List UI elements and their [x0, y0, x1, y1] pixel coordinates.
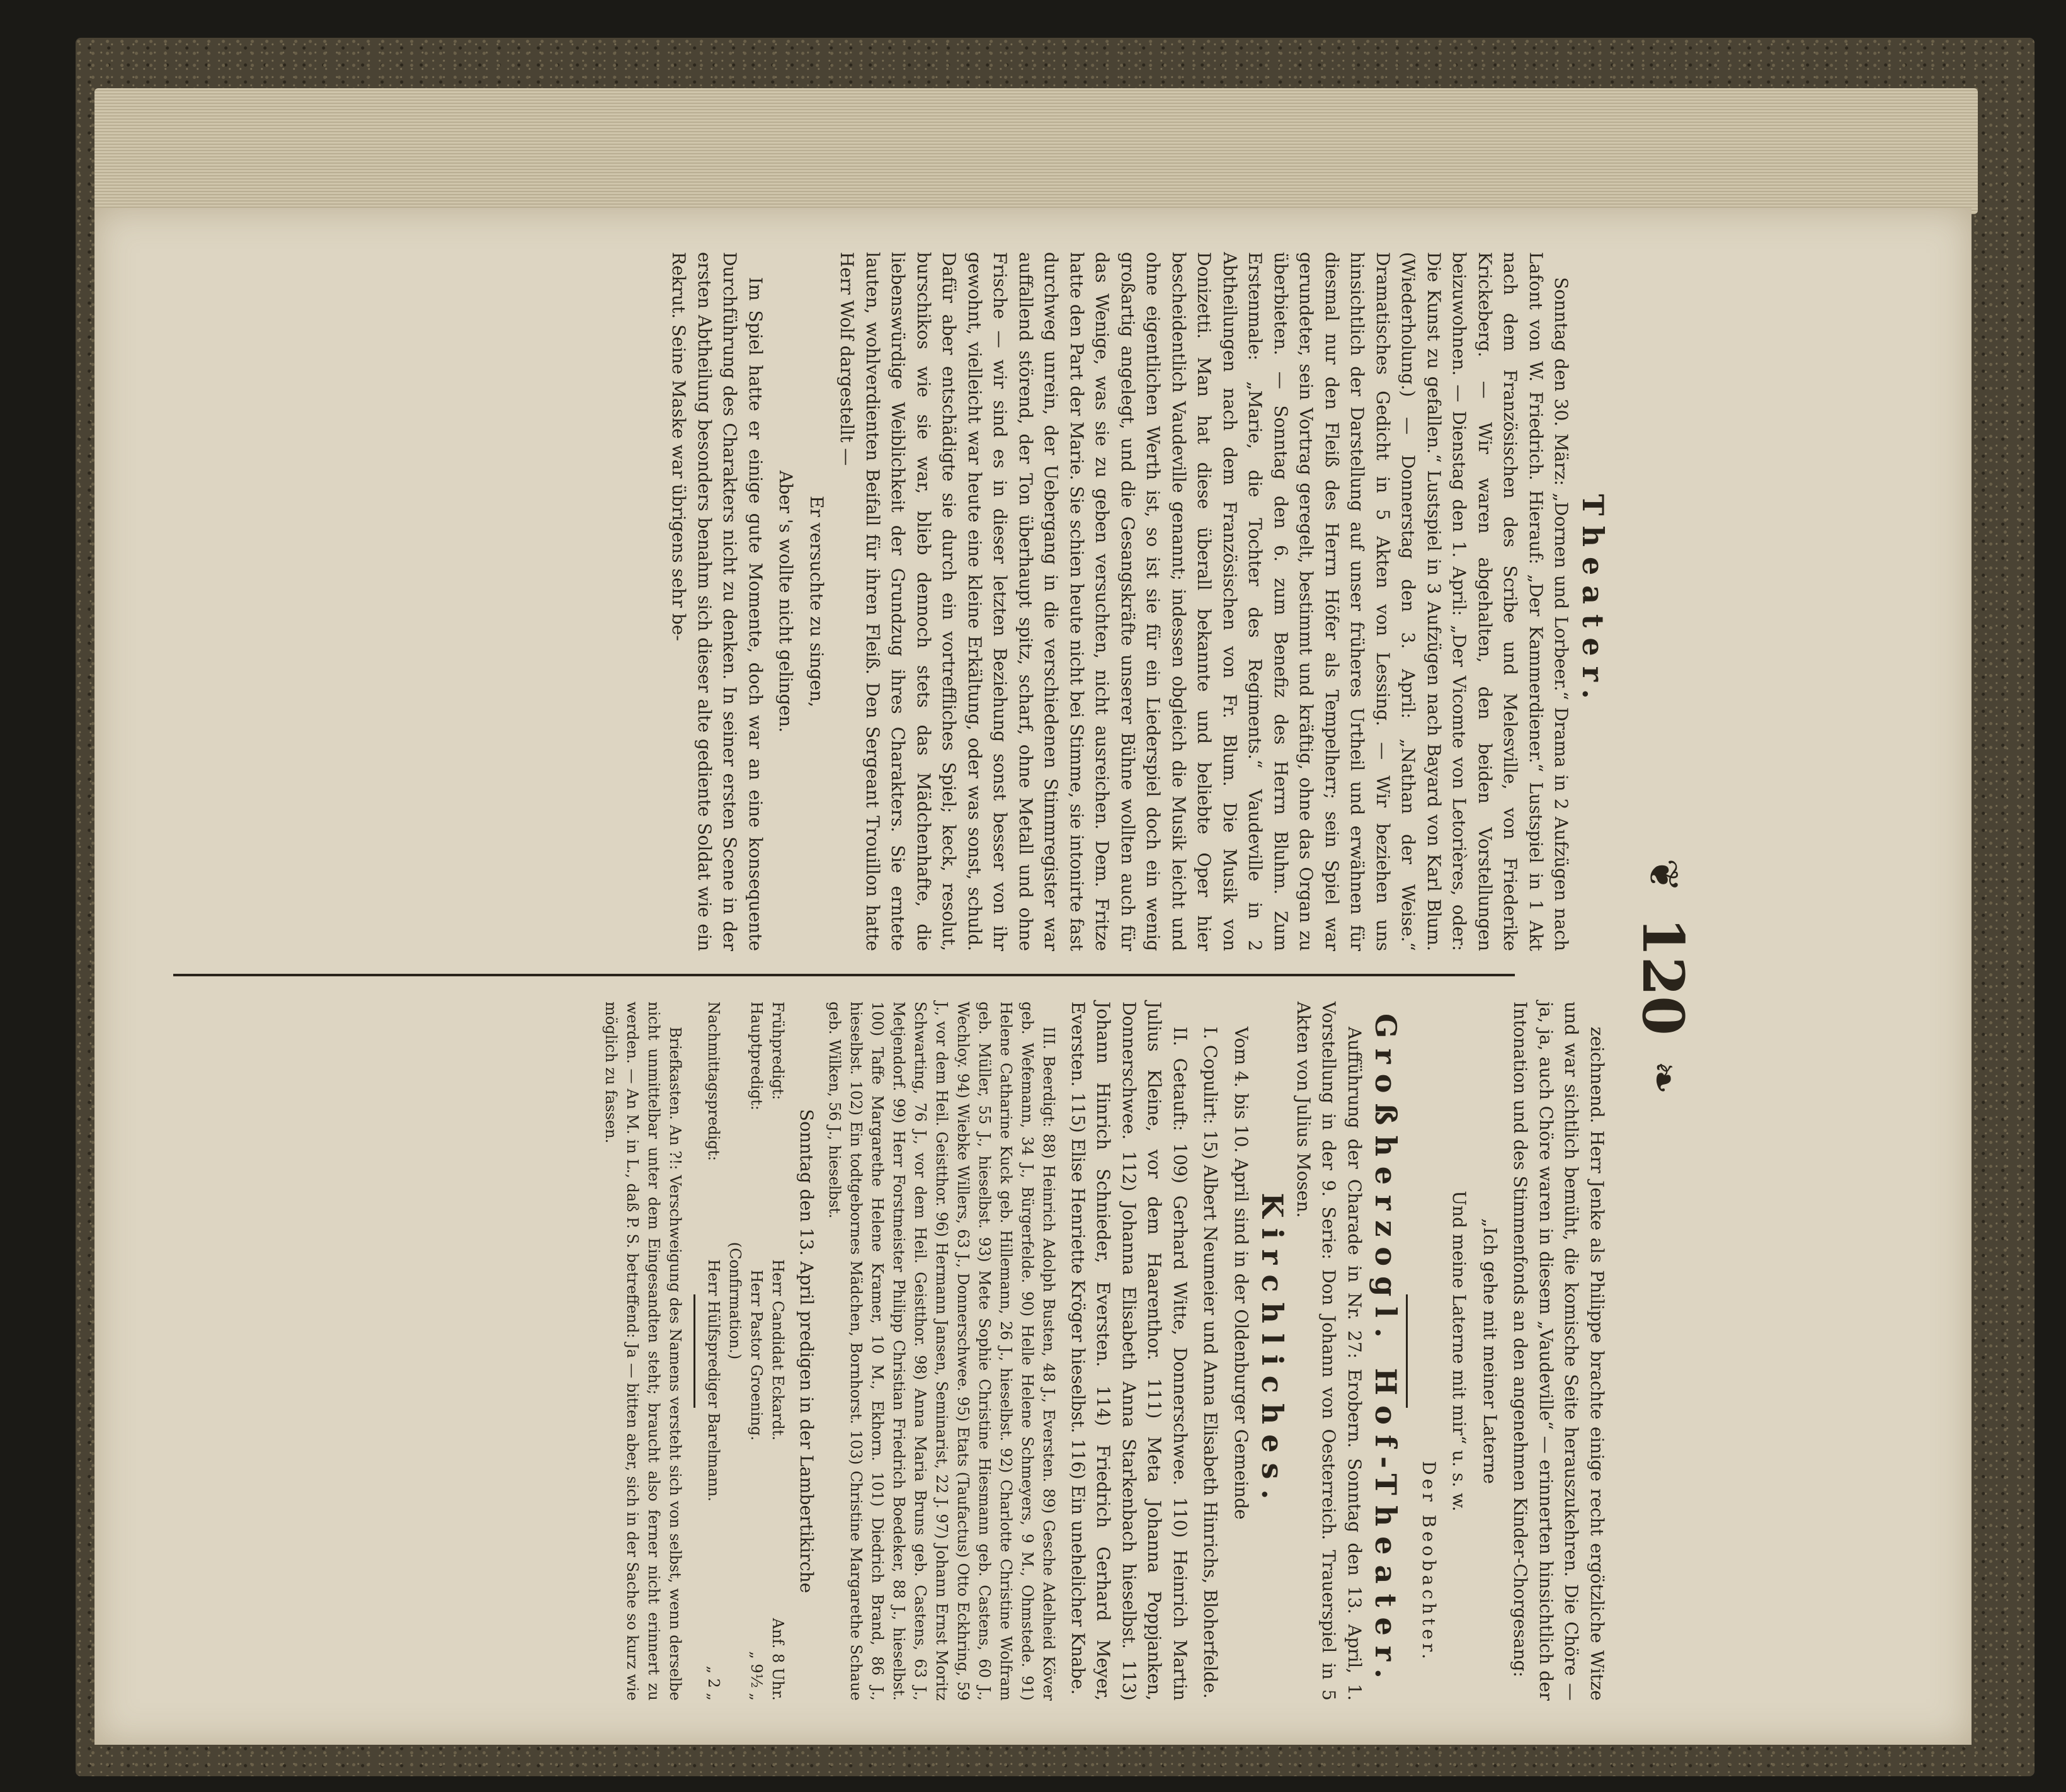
- ornament-right-icon: ❧: [1640, 1060, 1687, 1095]
- copulated-list: I. Copulirt: 15) Albert Neumeier und Anna Elisabeth Hinrichs, Bloherfelde.: [1200, 1027, 1221, 1699]
- service-row: [767, 1002, 789, 1701]
- left-column: [243, 252, 1609, 951]
- page-edges: [94, 88, 1978, 214]
- service-row: [703, 1002, 724, 1701]
- service-time: [724, 1600, 746, 1701]
- service-time: „ 2 „: [705, 1665, 722, 1701]
- quote-line-2: Und meine Laterne mit mir“ u. s. w.: [1449, 1190, 1470, 1512]
- service-time: „ 9½ „: [748, 1651, 765, 1701]
- section-title-theater: Theater.: [1576, 494, 1610, 709]
- service-preacher: Herr Pastor Groening.: [748, 1269, 765, 1441]
- briefkasten: Briefkasten. An ?!: Verschweigung des Namens versteht sich von selbst, wenn derselbe nicht unmittelbar unter dem Eingesandten steht; braucht also ferner nicht erinnert zu werden. — An M. in L., daß P. S. betreffend: Ja — bitten aber, sich in der Sache so kurz wie möglich zu fassen.: [602, 1002, 684, 1701]
- columns: [243, 252, 1609, 1701]
- service-preacher: (Confirmation.): [726, 1241, 744, 1360]
- kirchliches-intro: Vom 4. bis 10. April sind in der Oldenburger Gemeinde: [1231, 1027, 1252, 1520]
- baptized-list: II. Getauft: 109) Gerhard Witte, Donnerschwee. 110) Heinrich Martin Julius Kleine, vor dem Haarenthor. 111) Meta Johanna Poppjanken, Donnerschwee. 112) Johanna Elisabeth Anna Starkenbach hieselbst. 113) Johann Hinrich Schnieder, Eversten. 114) Friedrich Gerhard Meyer, Eversten. 115) Elise Henriette Kröger hieselbst. 116) Ein unehelicher Knabe.: [1068, 1002, 1190, 1701]
- divider: [1407, 1294, 1408, 1408]
- service-preacher: Herr Hülfsprediger Barelmann.: [705, 1259, 722, 1502]
- service-label: Hauptpredigt:: [748, 1002, 765, 1110]
- divider: [693, 1294, 695, 1408]
- service-row: [746, 1002, 767, 1701]
- services-title: Sonntag den 13. April predigen in der Lambertikirche: [796, 1109, 818, 1594]
- service-time: Anf. 8 Uhr.: [769, 1618, 787, 1701]
- service-row: [724, 1002, 746, 1701]
- section-title-kirchliches: Kirchliches.: [1255, 1192, 1290, 1510]
- quote-line-1: „Ich gehe mit meiner Laterne: [1480, 1218, 1500, 1484]
- service-label: Nachmittagspredigt:: [705, 1002, 722, 1161]
- verse-line-1: Er versuchte zu singen,: [806, 496, 827, 707]
- page-header: [1622, 252, 1704, 1701]
- ornament-left-icon: ❦: [1640, 858, 1687, 893]
- theater-review: Sonntag den 30. März: „Dornen und Lorbeer.“ Drama in 2 Aufzügen nach Lafont von W. Friedrich. Hierauf: „Der Kammerdiener.“ Lustspiel in 1 Akt nach dem Französischen des Scribe und Melesville, von Friederike Krickeberg. — Wir waren abgehalten, den beiden Vorstellungen beizuwohnen. — Dienstag den 1. April: „Der Vicomte von Letorières, oder: Die Kunst zu gefallen.“ Lustspiel in 3 Aufzügen nach Bayard von Karl Blum. (Wiederholung.) — Donnerstag den 3. April: „Nathan der Weise.“ Dramatisches Gedicht in 5 Akten von Lessing. — Wir beziehen uns hinsichtlich der Darstellung auf unser früheres Urtheil und erwähnen für diesmal nur den Fleiß des Herrn Höfer als Tempelherr; sein Spiel war gerundeter, sein Vortrag geregelt, bestimmt und kräftig, ohne das Organ zu überbieten. — Sonntag den 6. zum Benefiz des Herrn Bluhm. Zum Erstenmale: „Marie, die Tochter des Regiments.“ Vaudeville in 2 Abtheilungen nach dem Französischen von Fr. Blum. Die Musik von Donizetti. Man hat diese überall bekannte und beliebte Oper hier bescheidentlich Vaudeville genannt; indessen obgleich die Musik leicht und ohne eigentlichen Werth ist, so ist sie für ein Liederspiel doch ein wenig großartig angelegt, und die Gesangskräfte unserer Bühne wollten auch für das Wenige, was sie zu geben versuchten, nicht ausreichen. Dem. Fritze hatte den Part der Marie. Sie schien heute nicht bei Stimme, sie intonirte fast durchweg unrein, der Uebergang in die verschiedenen Stimmregister war auffallend störend, der Ton überhaupt spitz, scharf, ohne Metall und ohne Frische — wir sind es in dieser letzten Beziehung sonst besser von ihr gewohnt, vielleicht war heute eine kleine Erkältung, oder was sonst, schuld. Dafür aber entschädigte sie durch ein vortreffliches Spiel; keck, resolut, burschikos wie sie war, blieb dennoch stets das Mädchenhafte, die liebenswürdige Weiblichkeit der Grundzug ihres Charakters. Sie erntete lauten, wohlverdienten Beifall für ihren Fleiß. Den Sergeant Trouillon hatte Herr Wolf dargestellt —: [836, 252, 1572, 951]
- verse-line-2: Aber 's wollte nicht gelingen.: [775, 470, 797, 733]
- page-number: 120: [1629, 917, 1697, 1036]
- theater-review-continued: zeichnend. Herr Jenke als Philippe brachte einige recht ergötzliche Witze und war sichtlich bemüht, die komische Seite herauszukehren. Die Chöre — ja, ja, auch Chöre waren in diesem „Vaudeville“ — erinnerten hinsichtlich der Intonation und des Stimmenfonds an den angenehmen Kinder-Chorgesang:: [1510, 1002, 1607, 1701]
- section-title-hof-theater: Großherzogl. Hof-Theater.: [1369, 1013, 1403, 1689]
- right-column: [243, 1002, 1609, 1701]
- buried-list: III. Beerdigt: 88) Heinrich Adolph Busten, 48 J., Eversten. 89) Gesche Adelheid Köver geb. Wefemann, 34 J., Bürgerfelde. 90) Helle Helene Schmeyers, 9 M., Ohmstede. 91) Helene Catharine Kuck geb. Hillemann, 26 J., hieselbst. 92) Charlotte Christine Wolfram geb. Müller, 55 J., hieselbst. 93) Mete Sophie Christine Hiesmann geb. Castens, 60 J., Wechloy. 94) Wiebke Willers, 63 J., Donnerschwee. 95) Etats (Taufactus) Otto Eckhring, 59 J., vor dem Heil. Geistthor. 96) Hermann Jansen, Seminarist, 22 J. 97) Johann Ernst Moritz Schwarting, 76 J., vor dem Heil. Geistthor. 98) Anna Maria Bruns geb. Castens, 63 J., Metjendorf. 99) Herr Forstmeister Philipp Christian Friedrich Boedeker, 88 J., hieselbst. 100) Taffe Margarethe Helene Kramer, 10 M., Ekhorn. 101) Diedrich Brand, 86 J., hieselbst. 102) Ein todtgebornes Mädchen, Bornhorst. 103) Christine Margarethe Schaue geb. Wilken, 56 J., hieselbst.: [826, 1002, 1058, 1701]
- review-signature: Der Beobachter.: [1418, 1461, 1439, 1663]
- service-preacher: Herr Candidat Eckardt.: [769, 1259, 787, 1441]
- theater-review-closing: Im Spiel hatte er einige gute Momente, doch war an eine konsequente Durchführung des Charakters nicht zu denken. In seiner ersten Scene in der ersten Abtheilung besonders benahm sich dieser alte gediente Soldat wie ein Rekrut. Seine Maske war übrigens sehr be-: [668, 252, 766, 951]
- services-table: [703, 1002, 789, 1701]
- page-content: [243, 252, 1704, 1701]
- hof-theater-text: Aufführung der Charade in Nr. 27: Erobern. Sonntag den 13. April, 1. Vorstellung in der 9. Serie: Don Johann von Oesterreich. Trauerspiel in 5 Akten von Julius Mosen.: [1293, 1002, 1365, 1701]
- service-label: Frühpredigt:: [769, 1002, 787, 1100]
- column-rule: [173, 974, 1515, 976]
